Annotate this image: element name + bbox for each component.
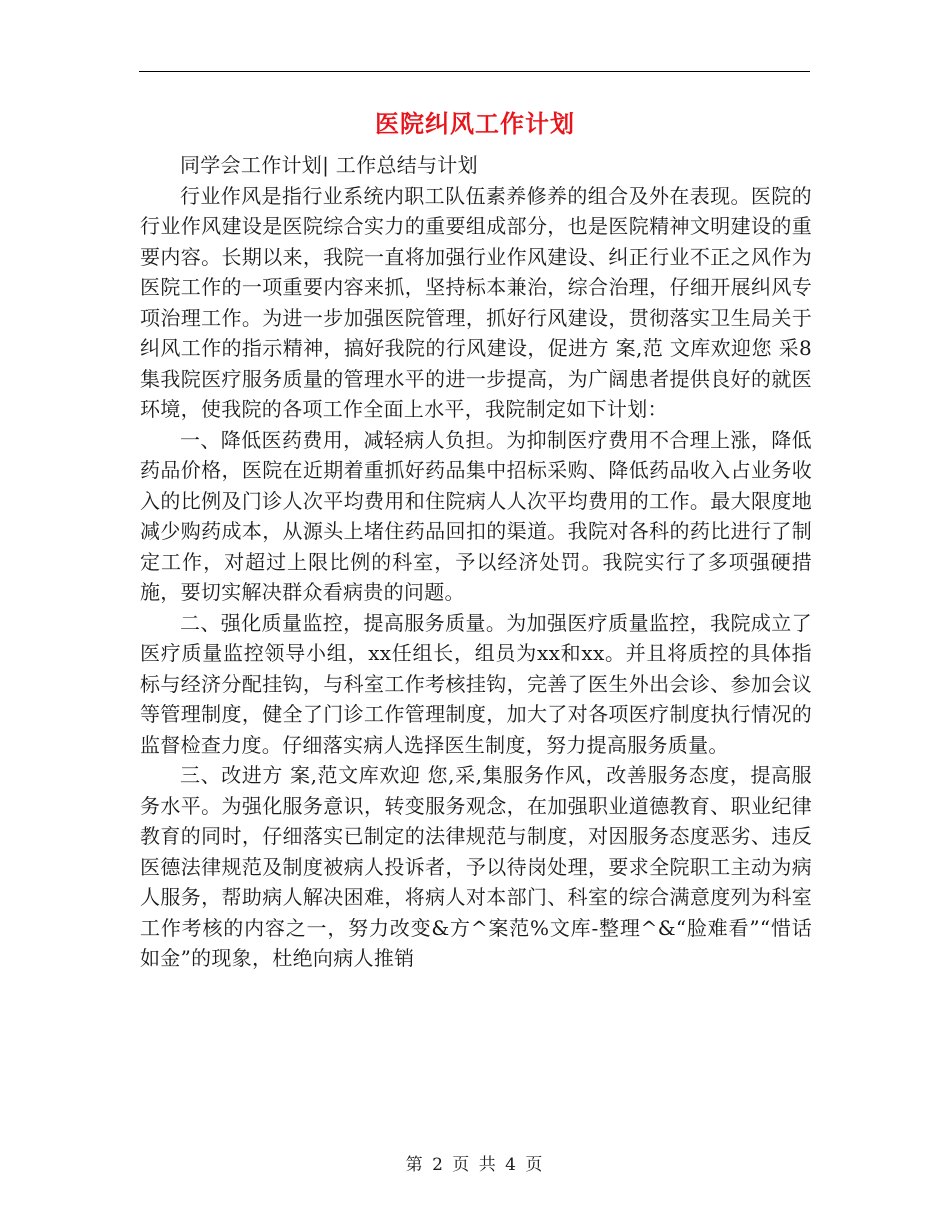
- document-title: 医院纠风工作计划: [375, 110, 575, 138]
- page-number: 第 2 页 共 4 页: [405, 1155, 545, 1175]
- document-body: [140, 150, 812, 974]
- subtitle-line: 同学会工作计划| 工作总结与计划: [180, 153, 478, 177]
- intro-paragraph: 行业作风是指行业系统内职工队伍素养修养的组合及外在表现。医院的行业作风建设是医院综合实力的重要组成部分，也是医院精神文明建设的重要内容。长期以来，我院一直将加强行业作风建设、纠正行业不正之风作为医院工作的一项重要内容来抓，坚持标本兼治，综合治理，仔细开展纠风专项治理工作。为进一步加强医院管理，抓好行风建设，贯彻落实卫生局关于纠风工作的指示精神，搞好我院的行风建设，促进方 案,范 文库欢迎您 采8集我院医疗服务质量的管理水平的进一步提高，为广阔患者提供良好的就医环境，使我院的各项工作全面上水平，我院制定如下计划：: [140, 183, 812, 421]
- section-3-paragraph: 三、改进方 案,范文库欢迎 您,采,集服务作风，改善服务态度，提高服务水平。为强化服务意识，转变服务观念，在加强职业道德教育、职业纪律教育的同时，仔细落实已制定的法律规范与制度，对因服务态度恶劣、违反医德法律规范及制度被病人投诉者，予以待岗处理，要求全院职工主动为病人服务，帮助病人解决困难，将病人对本部门、科室的综合满意度列为科室工作考核的内容之一，努力改变&方^案范%文库-整理^&“脸难看”“惜话如金”的现象，杜绝向病人推销: [140, 763, 812, 970]
- section-2-paragraph: 二、强化质量监控，提高服务质量。为加强医疗质量监控，我院成立了医疗质量监控领导小组，xx任组长，组员为xx和xx。并且将质控的具体指标与经济分配挂钩，与科室工作考核挂钩，完善了医生外出会诊、参加会议等管理制度，健全了门诊工作管理制度，加大了对各项医疗制度执行情况的监督检查力度。仔细落实病人选择医生制度，努力提高服务质量。: [140, 610, 812, 757]
- header-rule: [139, 71, 810, 72]
- section-1-paragraph: 一、降低医药费用，减轻病人负担。为抑制医疗费用不合理上涨，降低药品价格，医院在近期着重抓好药品集中招标采购、降低药品收入占业务收入的比例及门诊人次平均费用和住院病人人次平均费用的工作。最大限度地减少购药成本，从源头上堵住药品回扣的渠道。我院对各科的药比进行了制定工作，对超过上限比例的科室，予以经济处罚。我院实行了多项强硬措施，要切实解决群众看病贵的问题。: [140, 427, 812, 604]
